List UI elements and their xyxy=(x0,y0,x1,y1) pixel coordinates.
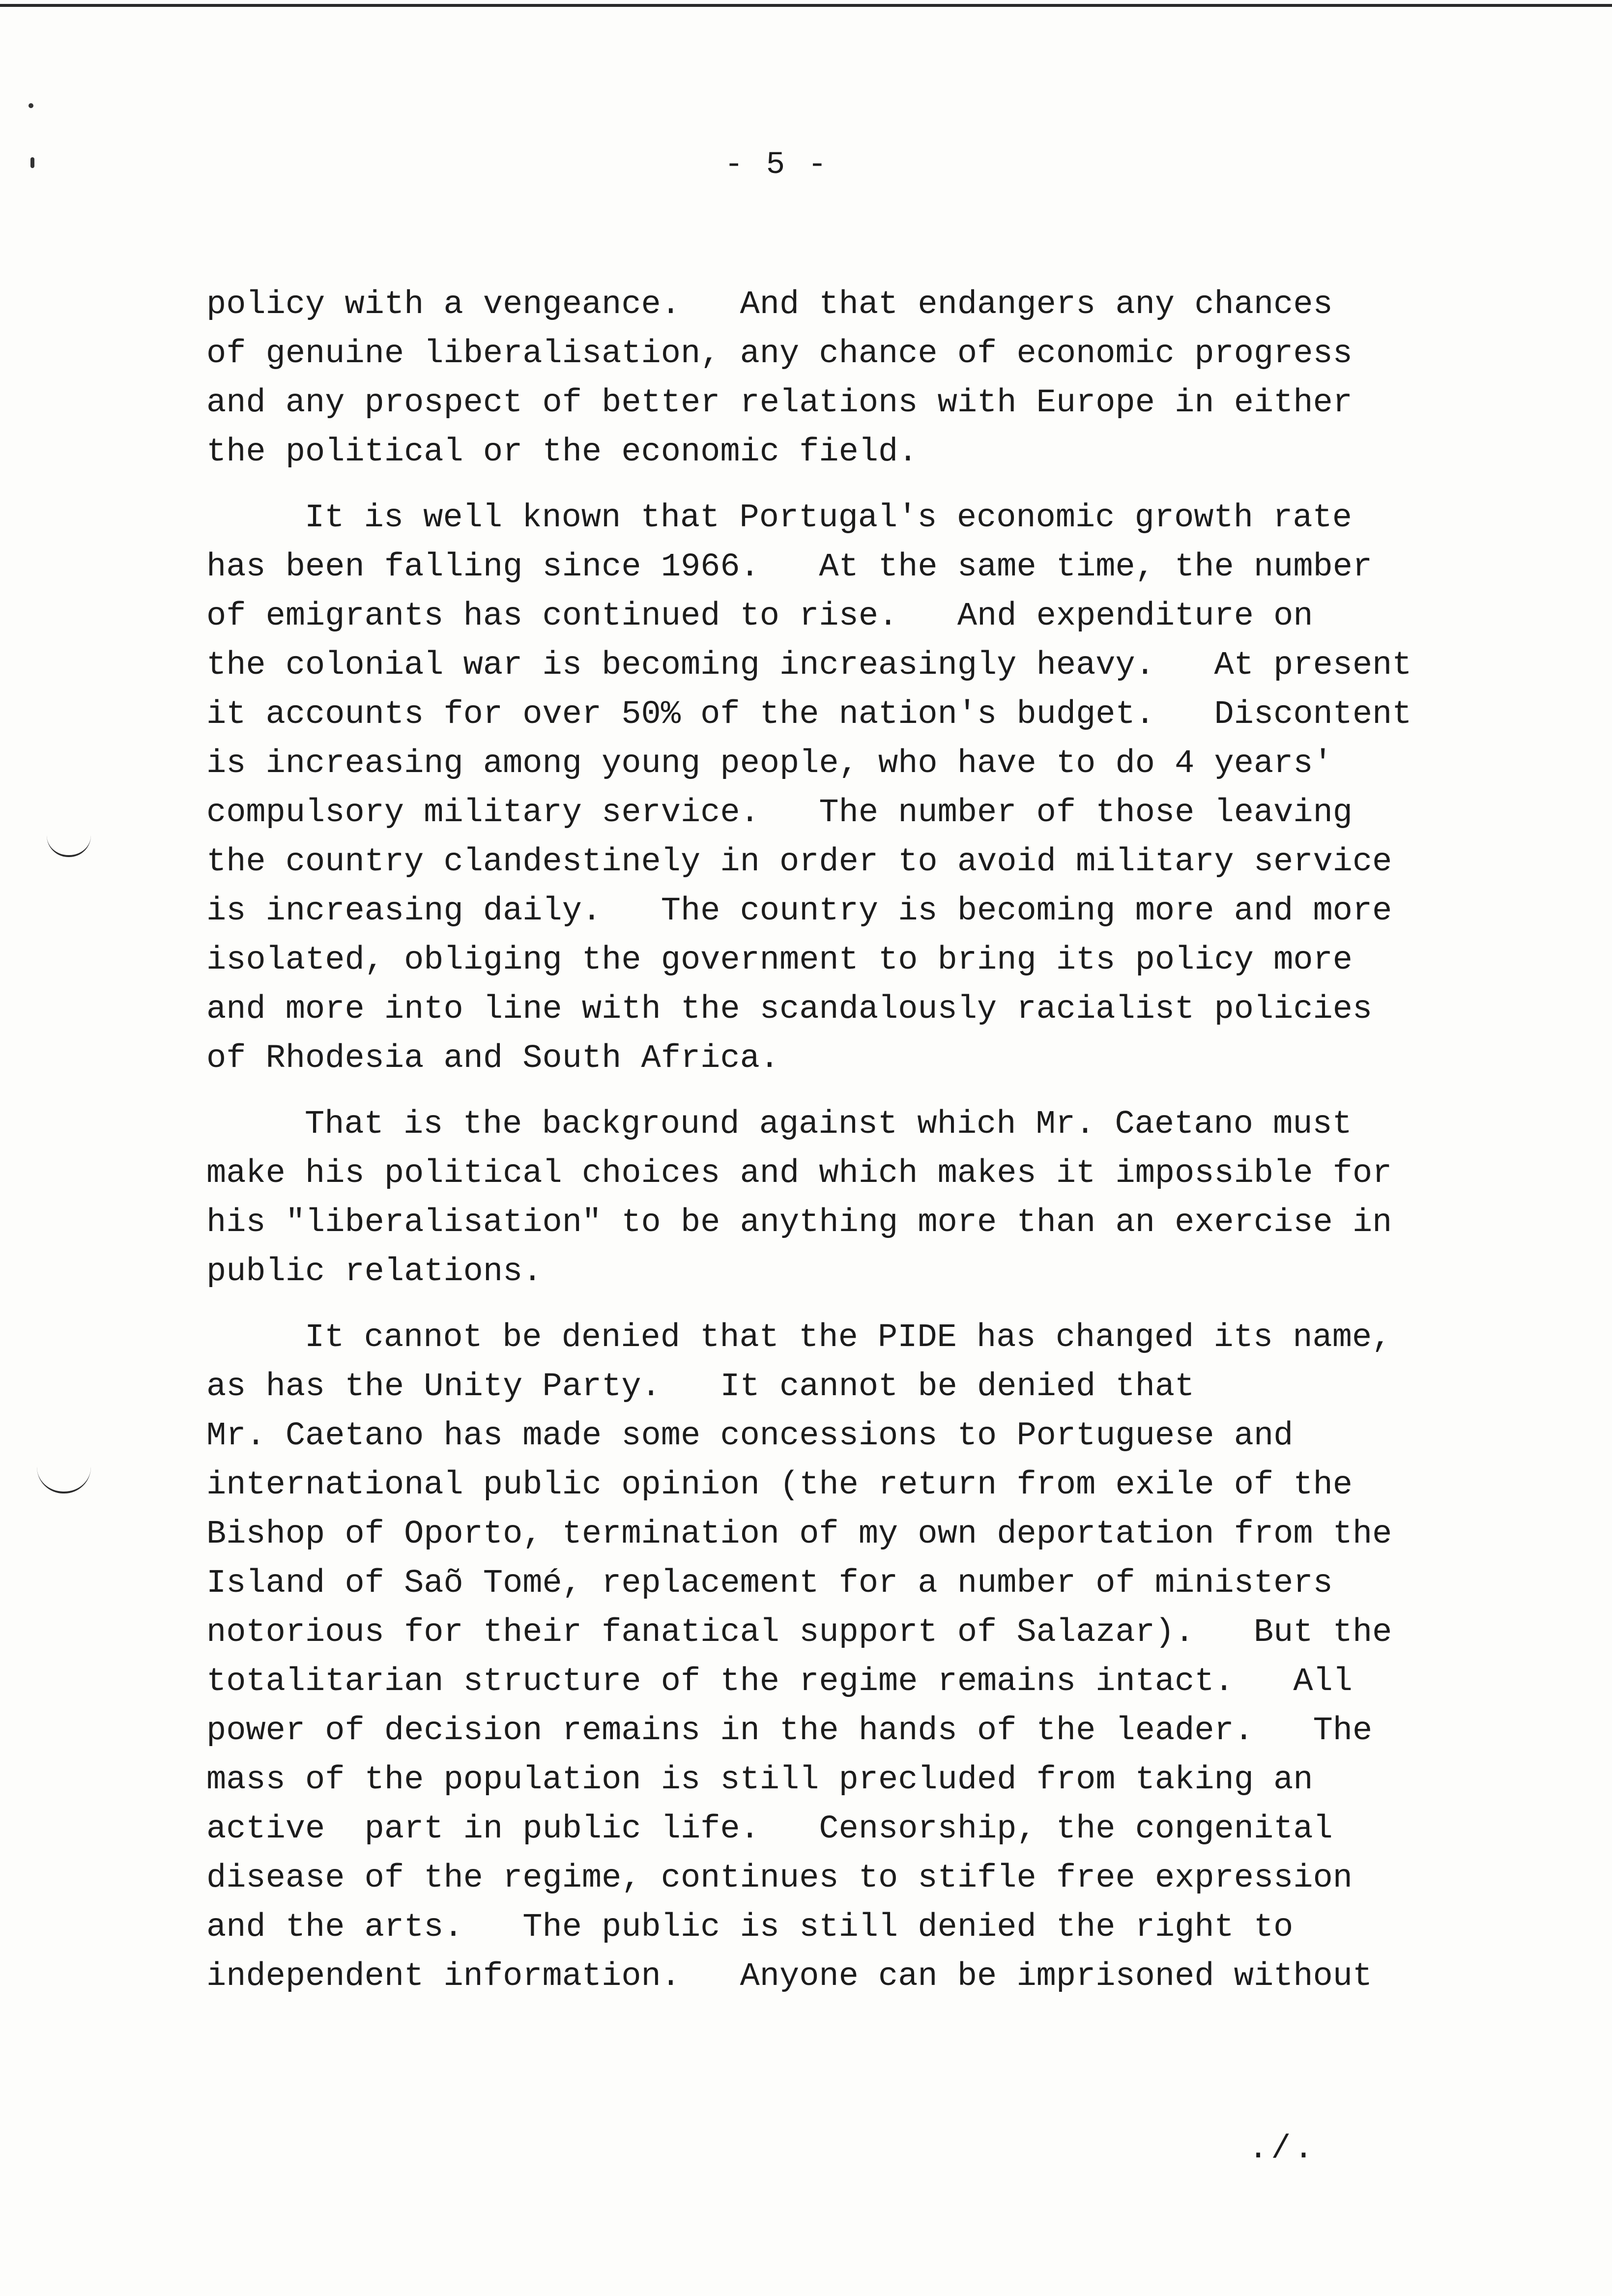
text-line: public relations. xyxy=(206,1253,543,1291)
margin-speck xyxy=(30,157,34,168)
text-line: as has the Unity Party. It cannot be denied that xyxy=(206,1368,1195,1406)
top-rule xyxy=(0,4,1612,7)
text-line: the colonial war is becoming increasingly heavy. At present xyxy=(206,647,1412,684)
paragraph-2 xyxy=(206,493,1435,1083)
text-line: is increasing daily. The country is becoming more and more xyxy=(206,892,1392,930)
text-line: of genuine liberalisation, any chance of economic progress xyxy=(206,335,1353,373)
body-text xyxy=(206,280,1435,2018)
text-line: disease of the regime, continues to stifle free expression xyxy=(206,1860,1353,1897)
text-line: Bishop of Oporto, termination of my own deportation from the xyxy=(206,1516,1392,1553)
text-line: Mr. Caetano has made some concessions to Portuguese and xyxy=(206,1417,1294,1455)
paragraph-4 xyxy=(206,1313,1435,2001)
text-line: and the arts. The public is still denied the right to xyxy=(206,1909,1294,1946)
text-line: his "liberalisation" to be anything more than an exercise in xyxy=(206,1204,1392,1241)
text-line: the country clandestinely in order to avoid military service xyxy=(206,843,1392,881)
text-line: independent information. Anyone can be imprisoned without xyxy=(206,1958,1373,1995)
text-line: isolated, obliging the government to bring its policy more xyxy=(206,942,1353,979)
text-line: of Rhodesia and South Africa. xyxy=(206,1040,779,1077)
text-line: it accounts for over 50% of the nation's budget. Discontent xyxy=(206,696,1412,733)
text-line: mass of the population is still precluded from taking an xyxy=(206,1761,1313,1799)
margin-speck xyxy=(29,103,33,108)
paragraph-3 xyxy=(206,1100,1435,1296)
text-line: is increasing among young people, who have to do 4 years' xyxy=(206,745,1333,782)
margin-mark xyxy=(47,835,91,857)
continuation-mark: ./. xyxy=(1248,2130,1317,2168)
text-line: compulsory military service. The number of those leaving xyxy=(206,794,1353,832)
text-line: has been falling since 1966. At the same time, the number xyxy=(206,548,1373,586)
text-line: make his political choices and which makes it impossible for xyxy=(206,1155,1392,1192)
text-line: and any prospect of better relations with Europe in either xyxy=(206,384,1353,422)
text-line: It is well known that Portugal's economic growth rate xyxy=(305,499,1352,537)
margin-mark xyxy=(37,1467,91,1493)
text-line: of emigrants has continued to rise. And expenditure on xyxy=(206,598,1313,635)
text-line: notorious for their fanatical support of Salazar). But the xyxy=(206,1614,1392,1651)
text-line: totalitarian structure of the regime remains intact. All xyxy=(206,1663,1353,1700)
text-line: Island of Saõ Tomé, replacement for a number of ministers xyxy=(206,1565,1333,1602)
text-line: That is the background against which Mr. Caetano must xyxy=(305,1106,1352,1143)
text-line: policy with a vengeance. And that endangers any chances xyxy=(206,286,1333,323)
text-line: the political or the economic field. xyxy=(206,433,918,471)
text-line: international public opinion (the return from exile of the xyxy=(206,1466,1353,1504)
text-line: and more into line with the scandalously racialist policies xyxy=(206,991,1373,1028)
page-number: - 5 - xyxy=(724,147,829,183)
text-line: power of decision remains in the hands of the leader. The xyxy=(206,1712,1373,1750)
paragraph-1 xyxy=(206,280,1435,477)
text-line: active part in public life. Censorship, the congenital xyxy=(206,1810,1333,1848)
text-line: It cannot be denied that the PIDE has changed its name, xyxy=(305,1319,1392,1356)
